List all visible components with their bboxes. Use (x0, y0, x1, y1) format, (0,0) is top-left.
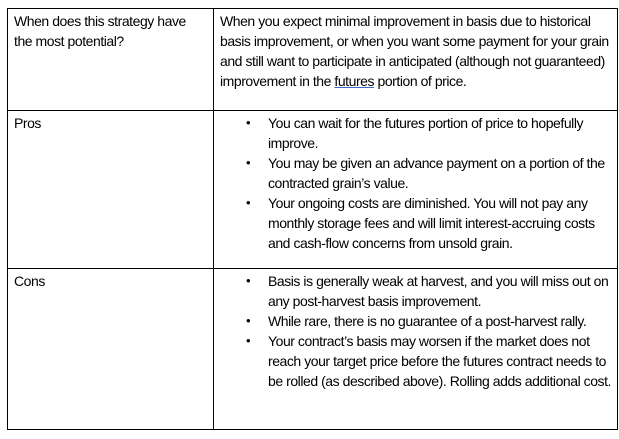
cons-list-cell (214, 269, 618, 430)
pros-item-text: You can wait for the futures portion of price to hopefully improve. (268, 115, 584, 151)
strategy-table (7, 8, 618, 430)
table-row-pros (8, 111, 618, 269)
pros-list (220, 113, 611, 253)
cons-item-text: While rare, there is no guarantee of a post-harvest rally. (268, 313, 587, 329)
pros-label-cell (8, 111, 214, 269)
pros-item-text: Your ongoing costs are diminished. You will not pay any monthly storage fees and will limit interest-accruing costs and cash-flow concerns from unsold grain. (268, 195, 595, 251)
futures-underlined-word: futures (334, 73, 375, 89)
bullet-icon: • (246, 155, 251, 170)
bullet-icon: • (246, 313, 251, 328)
cons-list (220, 271, 611, 391)
list-item (246, 271, 611, 311)
potential-answer-end: portion of price. (374, 73, 467, 89)
pros-item-text: You may be given an advance payment on a portion of the contracted grain’s value. (268, 155, 605, 191)
potential-label-cell (8, 9, 214, 111)
cons-item-text: Basis is generally weak at harvest, and you will miss out on any post-harvest basis improvement. (268, 273, 609, 309)
bullet-icon: • (246, 115, 251, 130)
potential-label: When does this strategy have the most potential? (14, 13, 186, 49)
bullet-icon: • (246, 273, 251, 288)
potential-answer-cell (214, 9, 618, 111)
table-row-potential (8, 9, 618, 111)
table-row-cons (8, 269, 618, 430)
bullet-icon: • (246, 333, 251, 348)
list-item (246, 331, 611, 391)
cons-label-cell (8, 269, 214, 430)
cons-item-text: Your contract’s basis may worsen if the market does not reach your target price before the futures contract needs to be rolled (as described above). Rolling adds additional cost. (268, 333, 611, 389)
list-item (246, 193, 611, 253)
list-item (246, 311, 611, 331)
bullet-icon: • (246, 195, 251, 210)
pros-label: Pros (14, 115, 41, 131)
pros-list-cell (214, 111, 618, 269)
list-item (246, 153, 611, 193)
potential-answer-text: When you expect minimal improvement in basis due to historical basis improvement, or when you want some payment for your grain and still want to participate in anticipated (although not guaranteed) improvement in the (220, 13, 609, 89)
cons-label: Cons (14, 273, 45, 289)
list-item (246, 113, 611, 153)
